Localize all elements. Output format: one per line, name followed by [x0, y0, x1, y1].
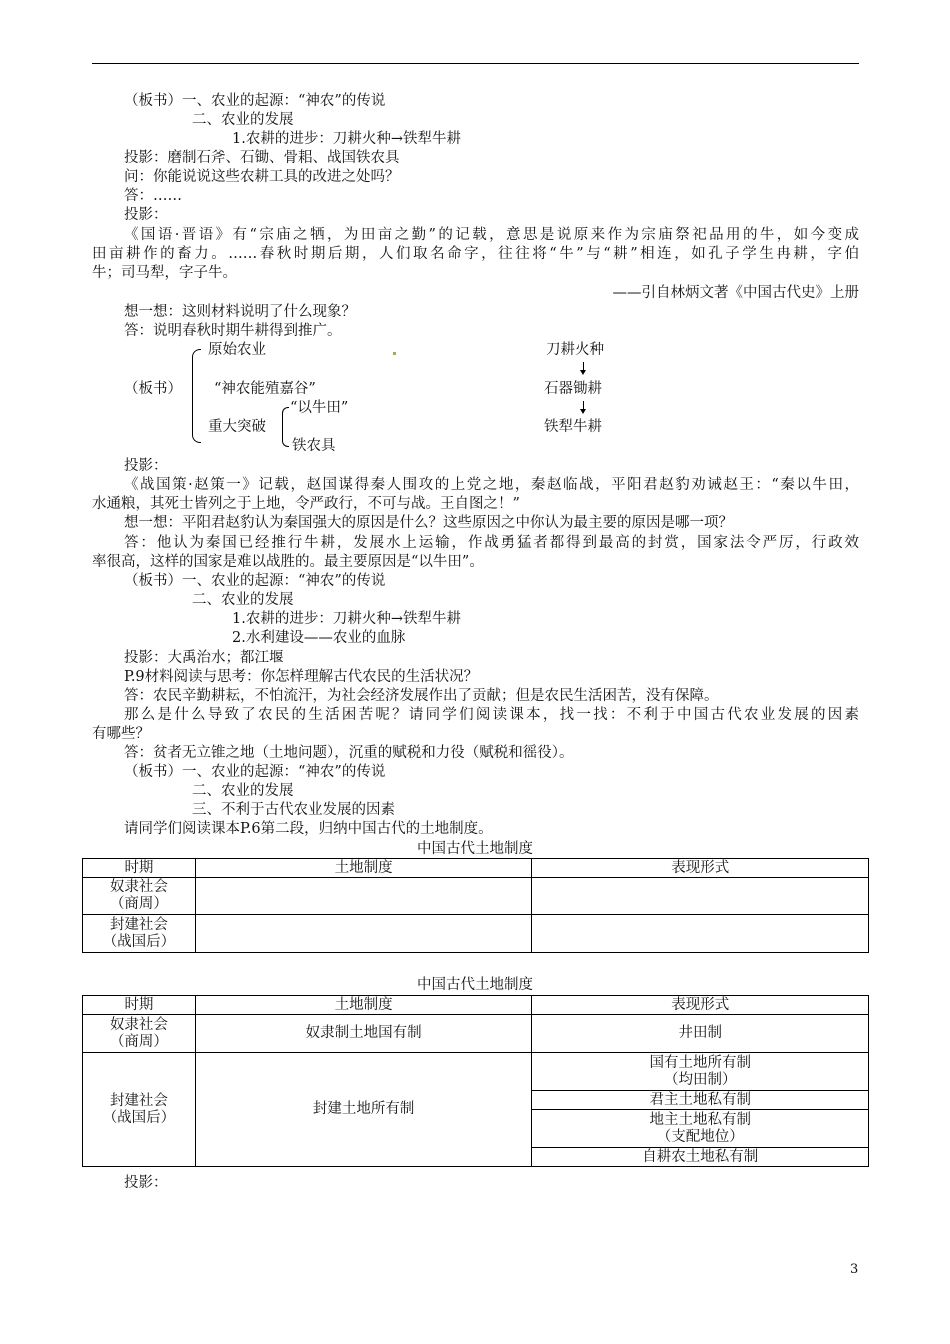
text-line: 牛；司马犁，字子牛。	[92, 265, 237, 281]
text-line: 水通粮，其死士皆列之于上地，令严政行，不可与战。王自图之！”	[92, 496, 520, 512]
diagram-item: 原始农业	[208, 342, 266, 358]
board-note-line: 二、农业的发展	[192, 783, 294, 799]
down-arrow-icon	[583, 401, 584, 411]
board-note-line: 二、农业的发展	[192, 592, 294, 608]
text-line: 那么是什么导致了农民的生活困苦呢？请同学们阅读课本，找一找：不利于中国古代农业发展的因素	[124, 707, 859, 723]
form-cell: 地主土地私有制 （支配地位）	[532, 1110, 869, 1148]
table-title: 中国古代土地制度	[417, 841, 533, 857]
text-line: 想一想：这则材料说明了什么现象？	[124, 304, 356, 320]
board-note-line: （板书）一、农业的起源：“神农”的传说	[124, 764, 386, 780]
system-cell: 奴隶制土地国有制	[195, 1015, 532, 1053]
board-note-line: 三、不利于古代农业发展的因素	[192, 802, 395, 818]
text-line: P.9材料阅读与思考：你怎样理解古代农民的生活状况？	[124, 669, 479, 685]
form-cell: 井田制	[532, 1015, 869, 1053]
diagram-item: 铁农具	[292, 438, 336, 454]
inner-brace	[282, 407, 289, 447]
text-line: 答：……	[124, 188, 182, 204]
page-number: 3	[850, 1262, 859, 1277]
text-line: 想一想：平阳君赵豹认为秦国强大的原因是什么？这些原因之中你认为最主要的原因是哪一项？	[124, 515, 733, 531]
header-cell: 土地制度	[195, 859, 532, 878]
down-arrow-icon	[583, 362, 584, 372]
board-note-line: （板书）一、农业的起源：“神农”的传说	[124, 93, 386, 109]
text-line: 田亩耕作的畜力。……春秋时期后期，人们取名命字，往往将“牛”与“耕”相连，如孔子学生冉耕，字伯	[92, 246, 859, 262]
text-line: 率很高，这样的国家是难以战胜的。最主要原因是“以牛田”。	[92, 554, 484, 570]
period-cell: 封建社会 （战国后）	[83, 1053, 196, 1167]
diagram-item: 重大突破	[208, 419, 266, 435]
board-note-line: 1.农耕的进步：刀耕火种→铁犁牛耕	[232, 611, 461, 627]
text-line: 有哪些？	[92, 726, 150, 742]
land-system-table-filled	[82, 995, 869, 1167]
citation: ——引自林炳文著《中国古代史》上册	[612, 285, 859, 301]
empty-cell	[195, 878, 532, 915]
diagram-stage: 石器锄耕	[544, 381, 602, 397]
text-line: 请同学们阅读课本P.6第二段，归纳中国古代的土地制度。	[124, 821, 493, 837]
board-note-line: 二、农业的发展	[192, 112, 294, 128]
text-line: 《战国策·赵策一》记载，赵国谋得秦人围攻的上党之地，秦赵临战，平阳君赵豹劝诫赵王：“秦以牛田，	[124, 477, 859, 493]
empty-cell	[195, 915, 532, 953]
text-line: 投影：	[124, 458, 168, 474]
diagram-item: “神农能殖嘉谷”	[214, 381, 316, 397]
header-cell: 土地制度	[195, 996, 532, 1015]
text-line: 投影：大禹治水；都江堰	[124, 650, 284, 666]
form-cell: 自耕农土地私有制	[532, 1148, 869, 1167]
text-line: 答：贫者无立锥之地（土地问题），沉重的赋税和力役（赋税和徭役）。	[124, 745, 574, 761]
text-line: 答：说明春秋时期牛耕得到推广。	[124, 323, 342, 339]
system-cell: 封建土地所有制	[195, 1053, 532, 1167]
header-rule	[92, 63, 859, 64]
period-cell: 封建社会 （战国后）	[83, 915, 196, 953]
text-line: 投影：	[124, 207, 168, 223]
form-cell: 君主土地私有制	[532, 1091, 869, 1110]
diagram-stage: 铁犁牛耕	[544, 419, 602, 435]
stray-mark	[393, 352, 396, 355]
empty-cell	[532, 878, 869, 915]
board-note-line: 1.农耕的进步：刀耕火种→铁犁牛耕	[232, 131, 461, 147]
text-line: 投影：磨制石斧、石锄、骨耜、战国铁农具	[124, 150, 400, 166]
period-cell: 奴隶社会 （商周）	[83, 1015, 196, 1053]
form-cell: 国有土地所有制 （均田制）	[532, 1053, 869, 1091]
diagram-stage: 刀耕火种	[546, 342, 604, 358]
header-cell: 表现形式	[532, 996, 869, 1015]
header-cell: 表现形式	[532, 859, 869, 878]
table-title: 中国古代土地制度	[417, 977, 533, 993]
header-cell: 时期	[83, 859, 196, 878]
land-system-table-blank	[82, 858, 869, 953]
diagram-item: “以牛田”	[290, 400, 349, 416]
diagram-label: （板书）	[124, 381, 182, 397]
left-brace	[192, 349, 201, 443]
text-line: 答：他认为秦国已经推行牛耕，发展水上运输，作战勇猛者都得到最高的封赏，国家法令严厉，行政效	[124, 535, 859, 551]
header-cell: 时期	[83, 996, 196, 1015]
empty-cell	[532, 915, 869, 953]
text-line: 《国语·晋语》有“宗庙之牺，为田亩之勤”的记载，意思是说原来作为宗庙祭祀品用的牛，如今变成	[124, 227, 859, 243]
text-line: 投影：	[124, 1175, 168, 1191]
text-line: 问：你能说说这些农耕工具的改进之处吗？	[124, 169, 400, 185]
text-line: 答：农民辛勤耕耘，不怕流汗，为社会经济发展作出了贡献；但是农民生活困苦，没有保障。	[124, 688, 719, 704]
board-note-line: （板书）一、农业的起源：“神农”的传说	[124, 573, 386, 589]
period-cell: 奴隶社会 （商周）	[83, 878, 196, 915]
board-note-line: 2.水利建设——农业的血脉	[232, 630, 406, 646]
